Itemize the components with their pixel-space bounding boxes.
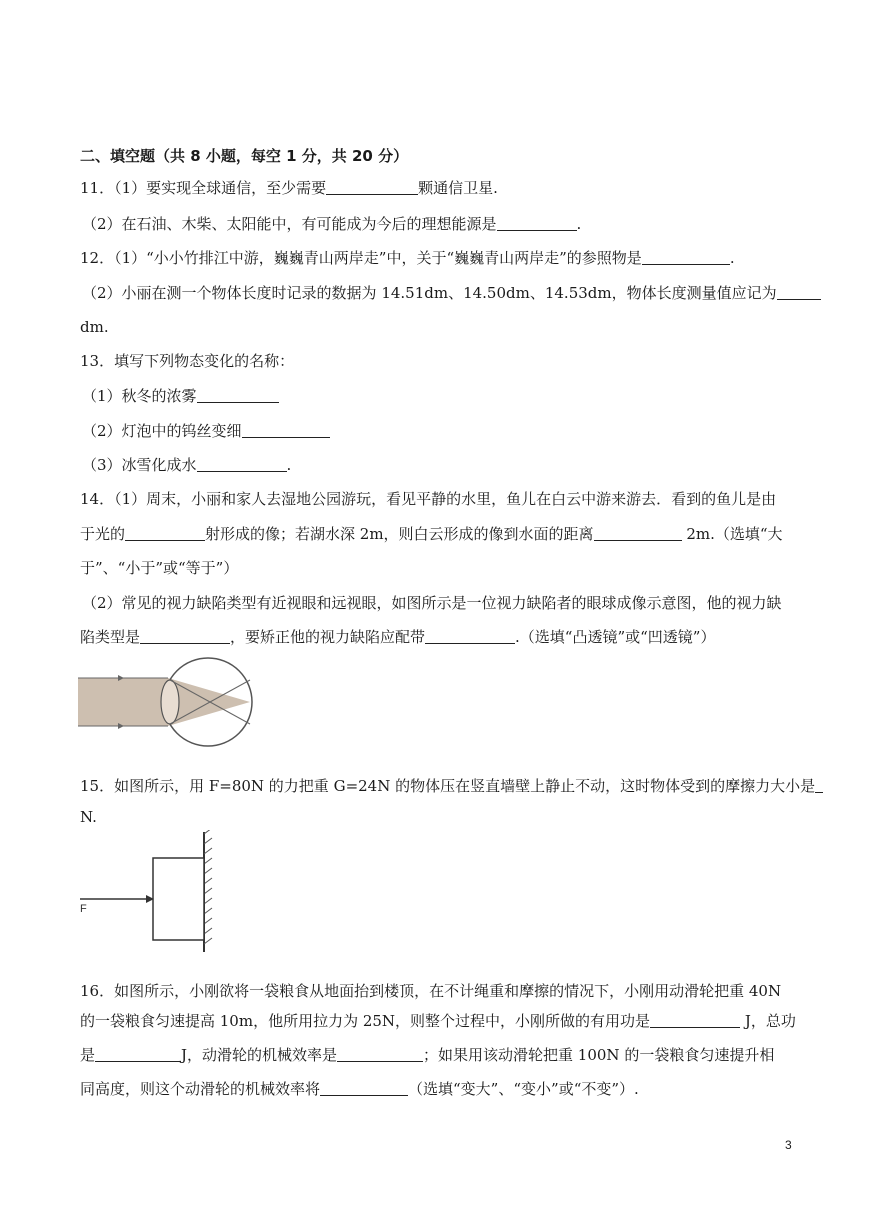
eye-lens xyxy=(161,680,179,724)
q11-line2 xyxy=(82,214,581,234)
wall-hatching xyxy=(204,830,212,944)
q11-text-d: . xyxy=(576,215,582,233)
q14-text-a: 于光的 xyxy=(80,525,126,543)
force-label: F xyxy=(80,903,87,915)
answer-blank[interactable] xyxy=(594,524,682,541)
q16-text-g: （选填“变大”、“变小”或“不变”）. xyxy=(408,1080,639,1098)
q14-text-e: ，要矫正他的视力缺陷应配带 xyxy=(230,628,426,646)
q14-line5 xyxy=(80,627,715,647)
answer-blank[interactable] xyxy=(337,1045,423,1062)
answer-blank[interactable] xyxy=(497,214,577,231)
q12-text-a: 12．（1）“小小竹排江中游，巍巍青山两岸走”中，关于“巍巍青山两岸走”的参照物是 xyxy=(80,249,642,267)
q13-item3-end: . xyxy=(286,456,292,474)
eye-diagram xyxy=(78,656,268,748)
q15-line1 xyxy=(80,776,823,796)
q16-text-c: 是 xyxy=(80,1046,96,1064)
q13-line3 xyxy=(82,421,330,441)
q15-line2: N. xyxy=(80,808,97,826)
answer-blank[interactable] xyxy=(125,524,205,541)
answer-blank[interactable] xyxy=(197,386,279,403)
q13-line4 xyxy=(82,455,291,475)
q13-line2 xyxy=(82,386,279,406)
q14-line4: （2）常见的视力缺陷类型有近视眼和远视眼，如图所示是一位视力缺陷者的眼球成像示意图，他的视力缺 xyxy=(82,594,782,612)
q16-line4 xyxy=(80,1079,639,1099)
q12-text-c: （2）小丽在测一个物体长度时记录的数据为 14.51dm、14.50dm、14.53dm，物体长度测量值应记为 xyxy=(82,284,777,302)
q16-text-e: ；如果用该动滑轮把重 100N 的一袋粮食匀速提升相 xyxy=(423,1046,775,1064)
q13-item3: （3）冰雪化成水 xyxy=(82,456,197,474)
q11-text-a: 11．（1）要实现全球通信，至少需要 xyxy=(80,179,327,197)
answer-blank[interactable] xyxy=(650,1011,740,1028)
answer-blank[interactable] xyxy=(642,248,730,265)
answer-blank[interactable] xyxy=(95,1045,181,1062)
q12-text-b: . xyxy=(729,249,735,267)
q16-text-d: J，动滑轮的机械效率是 xyxy=(181,1046,338,1064)
q13-item2: （2）灯泡中的钨丝变细 xyxy=(82,422,242,440)
answer-blank[interactable] xyxy=(815,776,823,793)
q14-text-d: 陷类型是 xyxy=(80,628,141,646)
q11-line1 xyxy=(80,178,498,198)
q16-line1: 16．如图所示，小刚欲将一袋粮食从地面抬到楼顶，在不计绳重和摩擦的情况下，小刚用动滑轮把重 40N xyxy=(80,982,782,1000)
q12-line2 xyxy=(82,283,821,303)
q14-text-c: 2m.（选填“大 xyxy=(686,525,783,543)
answer-blank[interactable] xyxy=(425,627,515,644)
section-title: 二、填空题（共 8 小题，每空 1 分，共 20 分） xyxy=(80,147,409,165)
q14-text-f: .（选填“凸透镜”或“凹透镜”） xyxy=(515,628,716,646)
answer-blank[interactable] xyxy=(197,455,287,472)
answer-blank[interactable] xyxy=(777,283,821,300)
q16-text-f: 同高度，则这个动滑轮的机械效率将 xyxy=(80,1080,321,1098)
q14-line2 xyxy=(80,524,783,544)
q13-item1: （1）秋冬的浓雾 xyxy=(82,387,197,405)
page-number: 3 xyxy=(785,1138,792,1152)
block xyxy=(153,858,204,940)
force-wall-diagram xyxy=(78,830,218,954)
q14-text-b: 射形成的像；若湖水深 2m，则白云形成的像到水面的距离 xyxy=(205,525,594,543)
q14-line3: 于”、“小于”或“等于”） xyxy=(80,559,239,577)
q11-text-c: （2）在石油、木柴、太阳能中，有可能成为今后的理想能源是 xyxy=(82,215,497,233)
q16-text-b: J，总功 xyxy=(744,1012,796,1030)
q12-line1 xyxy=(80,248,735,268)
answer-blank[interactable] xyxy=(320,1079,408,1096)
answer-blank[interactable] xyxy=(140,627,230,644)
answer-blank[interactable] xyxy=(242,421,330,438)
q14-line1: 14．（1）周末，小丽和家人去湿地公园游玩，看见平静的水里，鱼儿在白云中游来游去．看到的鱼儿是由 xyxy=(80,490,777,508)
q13-line1: 13．填写下列物态变化的名称： xyxy=(80,352,295,370)
q16-line2 xyxy=(80,1011,796,1031)
answer-blank[interactable] xyxy=(326,178,418,195)
q15-text: 15．如图所示，用 F=80N 的力把重 G=24N 的物体压在竖直墙壁上静止不动，这时物体受到的摩擦力大小是 xyxy=(80,777,816,795)
q12-line3: dm. xyxy=(80,318,109,336)
q16-line3 xyxy=(80,1045,774,1065)
q16-text-a: 的一袋粮食匀速提高 10m，他所用拉力为 25N，则整个过程中，小刚所做的有用功是 xyxy=(80,1012,651,1030)
q11-text-b: 颗通信卫星. xyxy=(418,179,498,197)
